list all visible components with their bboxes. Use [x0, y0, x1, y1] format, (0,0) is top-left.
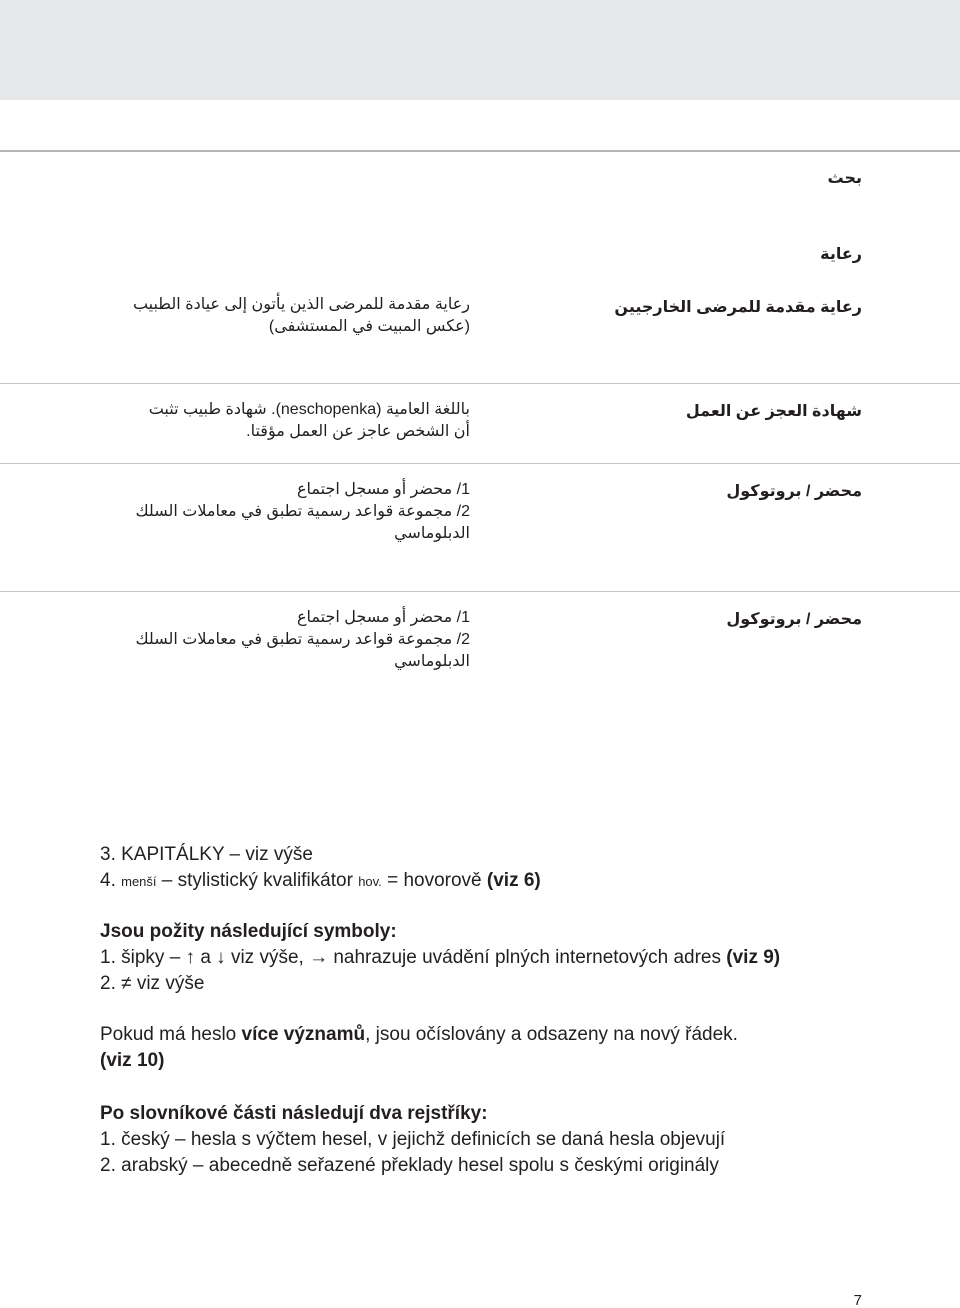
def-protocol-2 — [135, 607, 470, 673]
def-protocol-2-line-2: 2/ مجموعة قواعد رسمية تطبق في معاملات السلك — [135, 631, 470, 648]
index-block — [100, 1101, 725, 1179]
multi-meaning-text-a: Pokud má heslo — [100, 1024, 242, 1045]
note-item-4 — [100, 868, 541, 895]
note-item-3: 3. KAPITÁLKY – viz výše — [100, 844, 313, 865]
def-sick-note-line-1: باللغة العامية (neschopenka). شهادة طبيب تثبت — [148, 401, 470, 418]
def-outpatient-line-1: رعاية مقدمة للمرضى الذين يأتون إلى عيادة الطبيب — [132, 296, 470, 313]
symbol-item-2: 2. ≠ viz výše — [100, 973, 205, 994]
symbol-item-1-ref: (viz 9) — [726, 947, 781, 968]
top-divider — [0, 150, 960, 152]
multi-meaning-text — [100, 1022, 738, 1048]
heading-care: رعاية — [820, 246, 862, 263]
row-divider — [0, 463, 960, 464]
def-outpatient-line-2: (عكس المبيت في المستشفى) — [268, 318, 470, 335]
symbols-heading: Jsou požity následující symboly: — [100, 921, 397, 942]
index-heading: Po slovníkové části následují dva rejstříky: — [100, 1103, 488, 1124]
def-protocol-1-line-1: 1/ محضر أو مسجل اجتماع — [296, 481, 470, 498]
index-item-1: 1. český – hesla s výčtem hesel, v jejichž definicích se daná hesla objevují — [100, 1129, 726, 1150]
multi-meaning-bold: více významů — [241, 1024, 366, 1045]
heading-search: بحث — [827, 170, 862, 187]
symbol-item-1 — [100, 945, 780, 971]
multi-meaning-ref: (viz 10) — [100, 1050, 165, 1071]
def-outpatient — [133, 294, 470, 338]
term-protocol-2: محضر / بروتوكول — [726, 611, 862, 628]
def-sick-note-line-2: أن الشخص عاجز عن العمل مؤقتا. — [246, 423, 470, 440]
term-outpatient: رعاية مقدمة للمرضى الخارجيين — [614, 299, 862, 316]
multi-meaning-text-b: , jsou očíslovány a odsazeny na nový řádek. — [365, 1024, 738, 1045]
term-sick-note: شهادة العجز عن العمل — [685, 403, 862, 420]
note-item-4-small-hov: hov. — [358, 874, 382, 889]
row-divider — [0, 591, 960, 592]
note-item-4-text-2: = hovorově — [381, 870, 487, 891]
symbols-block — [100, 919, 780, 997]
def-protocol-2-line-1: 1/ محضر أو مسجل اجتماع — [296, 609, 470, 626]
def-protocol-1 — [135, 479, 470, 545]
index-item-2: 2. arabský – abecedně seřazené překlady hesel spolu s českými originály — [100, 1155, 719, 1176]
note-item-4-number: 4. — [100, 870, 122, 891]
page-number: 7 — [853, 1292, 862, 1308]
notes-block-1 — [100, 842, 541, 895]
note-item-4-text: – stylistický kvalifikátor — [156, 870, 359, 891]
term-protocol-1: محضر / بروتوكول — [726, 483, 862, 500]
row-divider — [0, 383, 960, 384]
def-protocol-1-line-2: 2/ مجموعة قواعد رسمية تطبق في معاملات السلك — [135, 503, 470, 520]
symbol-item-1-text: 1. šipky – ↑ a ↓ viz výše, → nahrazuje uvádění plných internetových adres — [100, 947, 727, 968]
def-sick-note — [149, 399, 470, 443]
header-band — [0, 0, 960, 100]
note-item-4-small-smaller: menší — [121, 874, 157, 889]
def-protocol-2-line-3: الدبلوماسي — [394, 653, 470, 670]
multi-meaning-block — [100, 1022, 738, 1074]
def-protocol-1-line-3: الدبلوماسي — [394, 525, 470, 542]
note-item-4-ref: (viz 6) — [486, 870, 541, 891]
